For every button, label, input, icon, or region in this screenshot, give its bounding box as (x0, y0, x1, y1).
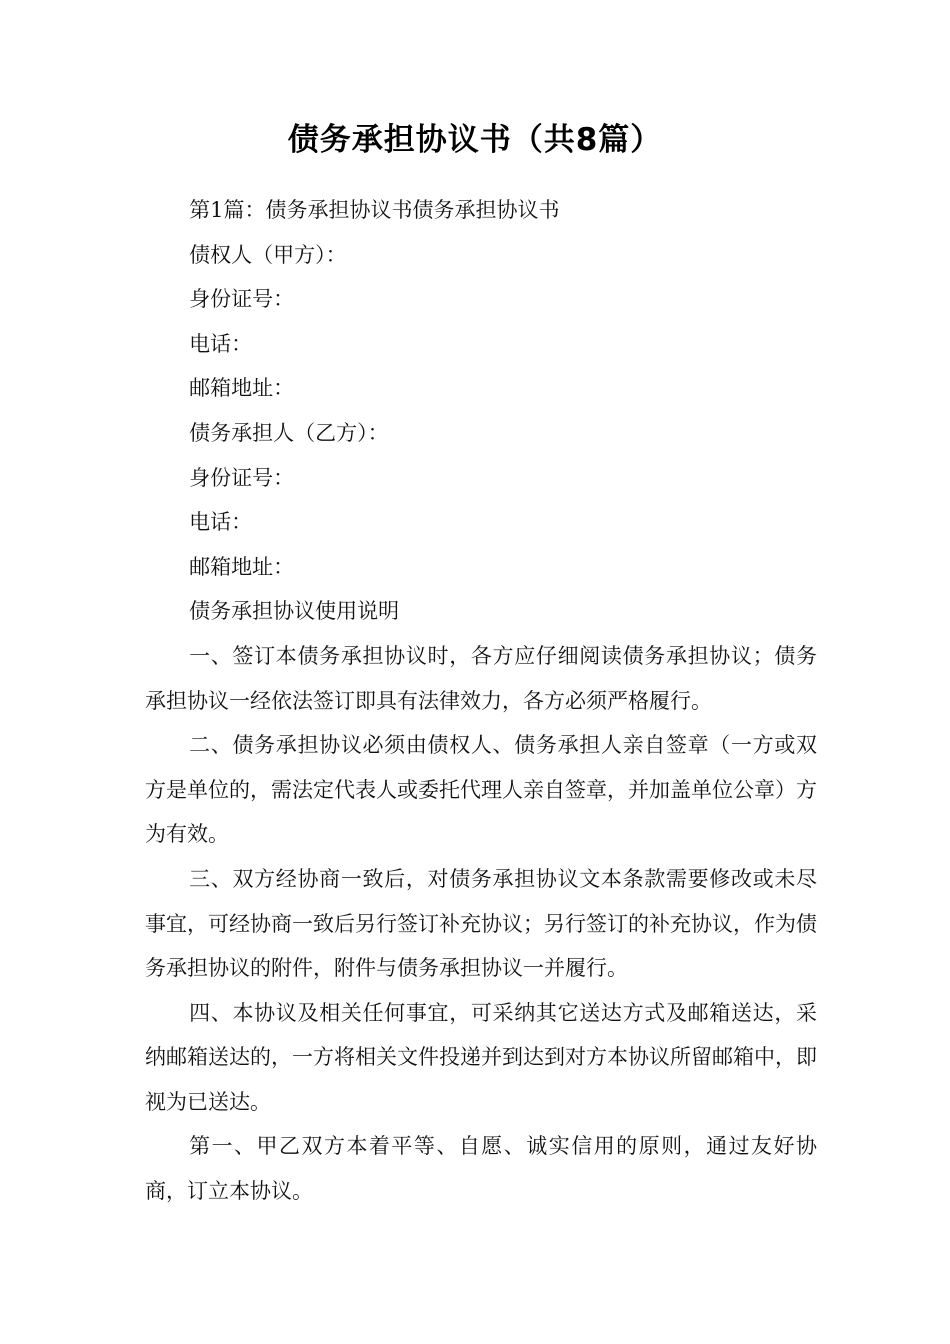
paragraph-clause-3: 三、双方经协商一致后，对债务承担协议文本条款需要修改或未尽事宜，可经协商一致后另行签订补充协议；另行签订的补充协议，作为债务承担协议的附件，附件与债务承担协议一并履行。 (145, 866, 817, 981)
document-body (145, 188, 817, 1214)
paragraph-creditor-id: 身份证号： (189, 287, 295, 312)
paragraph-assignee-email: 邮箱地址： (189, 554, 295, 579)
paragraph-creditor-label: 债权人（甲方）： (189, 242, 347, 267)
paragraph-section-heading: 第1篇：债务承担协议书债务承担协议书 (189, 198, 560, 222)
paragraph-assignee-id: 身份证号： (189, 465, 295, 490)
paragraph-clause-1: 一、签订本债务承担协议时，各方应仔细阅读债务承担协议；债务承担协议一经依法签订即具有法律效力，各方必须严格履行。 (145, 643, 817, 713)
paragraph-assignee-label: 债务承担人（乙方）： (189, 420, 389, 445)
paragraph-creditor-email: 邮箱地址： (189, 376, 295, 401)
paragraph-clause-2: 二、债务承担协议必须由债权人、债务承担人亲自签章（一方或双方是单位的，需法定代表人或委托代理人亲自签章，并加盖单位公章）方为有效。 (145, 733, 817, 847)
paragraph-assignee-phone: 电话： (189, 510, 253, 535)
document-title: 债务承担协议书（共8篇） (287, 122, 663, 158)
paragraph-usage-heading: 债务承担协议使用说明 (189, 599, 400, 624)
paragraph-article-1: 第一、甲乙双方本着平等、自愿、诚实信用的原则，通过友好协商，订立本协议。 (145, 1134, 817, 1204)
paragraph-creditor-phone: 电话： (189, 331, 253, 356)
paragraph-clause-4: 四、本协议及相关任何事宜，可采纳其它送达方式及邮箱送达，采纳邮箱送达的，一方将相关文件投递并到达到对方本协议所留邮箱中，即视为已送达。 (145, 1000, 817, 1114)
